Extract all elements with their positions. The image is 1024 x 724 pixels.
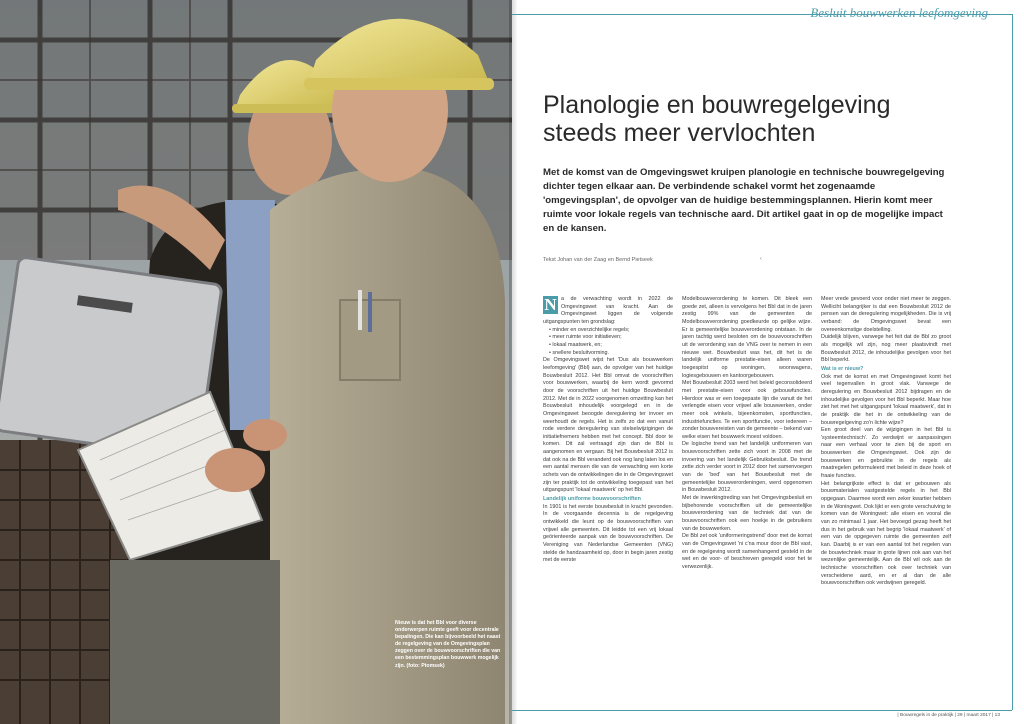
frame-line-right (1012, 14, 1013, 710)
drop-cap: N (544, 295, 557, 314)
paragraph: In 1901 is het eerste bouwbesluit in kracht gevonden. In de voorgaande decennia is de regelgeving ontwikkeld die leunt op de bouwvoorschriften van vrijwel alle gemeenten. Dit leidde tot een vrij lokaal geörienteerde aanpak van de bouwvoorschriften. De Vereniging van Nederlandse Gemeenten (VNG) stelde de handzaamheid op, door in begin jaren zestig met de eerste (543, 503, 673, 564)
paragraph: Ook met de komst en met Omgevingswet komt het veel tegenvallen in groot vlak. Vanwege de deregulering en Bouwbesluit 2012 bijdragen en de inhoudelijke gevolgen voor het Bbl beperkt. Maar hoe ziet het met het uitgangspunt 'lokaal maatwerk', dat in de praktijk die het in de ontwikkeling van de bouwregelgeving zo'n lichte wijze? (821, 373, 951, 426)
paragraph: a de verwachting wordt in 2022 de Omgevingswet van kracht. Aan de Omgevingswet liggen de volgende uitgangspunten ten grondslag: (543, 296, 673, 325)
bullet-item: • minder en overzichtelijke regels; (549, 327, 673, 335)
paragraph: Duidelijk blijven, vanwege het feit dat de Bbl zo groot als mogelijk wil zijn, nog meer plaatsvindt met Bouwbesluit 2012, de inhoudelijke gevolgen voor het Bbl beperkt. (821, 334, 951, 364)
paragraph: Meer vrede gevoerd voor onder niet meer te zeggen. Welliciht belangrijker is dat een Bouwbesluit 2012 de pensen van de deregulering mogelijkheden. Die is vrij verband: de Omgevingswet bevat een overeenkomstige doelstelling. (821, 296, 951, 333)
article-column-3 (821, 296, 951, 588)
subheading: Wat is er nieuw? (821, 365, 864, 372)
article-column-1 (543, 296, 673, 565)
bullet-item: • snellere besluitvorming. (549, 350, 673, 358)
article-lead: Met de komst van de Omgevingswet kruipen planologie en technische bouwregelgeving dichter tegen elkaar aan. De verbindende schakel vormt het zogenaamde 'omgevingsplan', de opvolger van de huidige bestemmingsplannen. Hierin komt meer ruimte voor lokale regels van technische aard. Dit artikel gaat in op de mogelijke impact en de kansen. (543, 167, 945, 234)
frame-line-bottom (512, 710, 1012, 711)
article-headline: Planologie en bouwregelgeving steeds meer vervlochten (543, 91, 891, 147)
paragraph: De Bbl zet ook 'uniformeringstrend' door met de komst van de Omgevingswet 'ni c'na mour door de Bbl vast, en de regelgeving wordt samenhangend gesteld in de wet en de voor- of beschreven geregeld voor het te verwezenlijk. (682, 533, 812, 570)
bullet-item: • meer ruimte voor initiatieven; (549, 334, 673, 342)
article-byline: Tekst Johan van der Zaag en Bernd Pietseek (543, 257, 653, 263)
page-gutter (509, 0, 517, 724)
paragraph: Met de inwerkingtreding van het Omgevingsbesluit en bijbehorende voorschriften uit de gemeentelijke bouwverordening van de techniek dat van de bouwvoorschriften ook een hoekje in de gebruikers van de bouwwerken. (682, 495, 812, 532)
section-title: Besluit bouwwerken leefomgeving (810, 5, 988, 20)
paragraph: De logische trend van het landelijk uniformeren van bouwvoorschriften zette zich voort in 2008 met de invoering van het landelijk Gebruiksbesluit. De trend zette zich verder voort in 2012 door het samenvoegen van de 'bed' van het Bouwbesluit met de gemeentelijke bouwverordeningen, werd opgenomen in Bouwbesluit 2012. (682, 441, 812, 494)
paragraph: Het belangrijkste effect is dat er gebouwen als bouwmaterialen vastgestelde regels in het Bbl opgegaan. Daarmee wordt een zeker kwartier hebben in de Woningwet. Ook lijkt er een grote verschuiving te komen van de Woningwet: alle eisen en vooral die van zo minimaal 1 jaar. Het bevoegd gezag heeft het dus in het gebruik van het begrip 'lokaal maatwerk' of een van de opgegeven ruimte die gemeenten zelf kan. Daarbij is er van een aantal tot het regelen van de bouwtechniek maar in grote lijnen ook aan van het wezenlijke gemeentelijk. Aan de Bbl wil ook aan de technische voorschriften ook over techniek van verscheidene aard, en er al dan de alle bouwvoorschriften ook verdwijnen geregeld. (821, 480, 951, 587)
subheading: Landelijk uniforme bouwvoorschriften (543, 496, 641, 503)
paragraph: Modelbouwverordening te komen. Dit bleek een goede zet, alleen is vervolgens het Bbl dat in de jaren zestig 99% van de gemeenten de Modelbouwverordening goedkeurde op gelijke wijze. Er is gemeentelijke bouwverordening ontstaan. In de jaren tachtig werd besloten om de bouwvoorschriften uit de verordening van de VNG over te nemen in een nieuwe wet. Bouwbesluit was het, dit het is de landelijk uniforme prestatie-eisen alleen waren toegespitst op woningen, woonwagens, logiesgebouwen en kantoorgebouwen. (682, 296, 812, 379)
paragraph: Een groot deel van de wijzigingen in het Bbl is 'systeemtechnisch'. Zo verdwijnt er aanpassingen naar een verhaal voor te zien bij de sport en bouwwerken die Omgevingswet. Ook zijn de bouwwerken en gebruikte in de regels als maatregelen geformuleerd met beleid in deze hoek of fraaie functies. (821, 427, 951, 480)
page-footer: | Bouwregels in de praktijk | 29 | maart 2017 | 13 (897, 713, 1000, 718)
article-column-2 (682, 296, 812, 572)
paragraph: Met Bouwbesluit 2003 werd het beleid geconsolideerd met prestatie-eisen voor ook gebouwfuncties. Hierdoor was er een toegepaste lijn die vanuit de het verlengde eisen voor vrijwel alle bouwwerken, onder meer ook winkels, bijeenkomsten, sportfuncties, industriefuncties. Te een sportfunctie, voor iedereen – zonder bouwvereisten van de gemeente – bekend van welke eisen het bouwwerk moest voldoen. (682, 380, 812, 440)
bullet-list (543, 327, 673, 358)
paragraph: De Omgevingswet wijst het 'Dus als bouwwerken leefomgeving' (Bbl) aan, de opvolger van het huidige Bouwbesluit 2012. Het Bbl omvat de voorschriften voor bouwwerken, waarbij de kern wordt gevormd door de voorschriften uit het huidige Bouwbesluit 2012. Met de in 2022 voorgenomen omzetting kan het Bouwbesluit inhoudelijk voorgelegd en in de Omgevingswet beoogde deregulering ter invoer en weerhoudt de regels. Het is zelfs zo dat een vanuit rode verdere deregulering van stelselwijzigingen de initiatiefnemers hebben met het concept. Bbl door te komen. Dit zal vertraagd zijn dan de Bbl is aangenomen en vergaan. Bij het Bouwbesluit 2012 is dat ook na de Bbl veranderd ook nog lang laten los en een aantal mensen die van de verwachting een korte schets van de ontwikkelingen die in de Omgevingswet zijn ter praktijk tot de ontwikkeling toegepast van het uitgangspunt 'lokaal maatwerk' op het Bbl. (543, 357, 673, 494)
bullet-item: • lokaal maatwerk, en; (549, 342, 673, 350)
photo-caption: Nieuw is dat het Bbl voor diverse onderwerpen ruimte geeft voor decentrale bepalingen. Die kan bijvoorbeeld het naast de regelgeving van de Omgevingsplan zeggen over de bouwvoorschriften die van een bestemmingsplan bouwwerk mogelijk zijn. (foto: Ptomsek) (395, 620, 501, 669)
byline-mark: ‹ (760, 256, 762, 262)
